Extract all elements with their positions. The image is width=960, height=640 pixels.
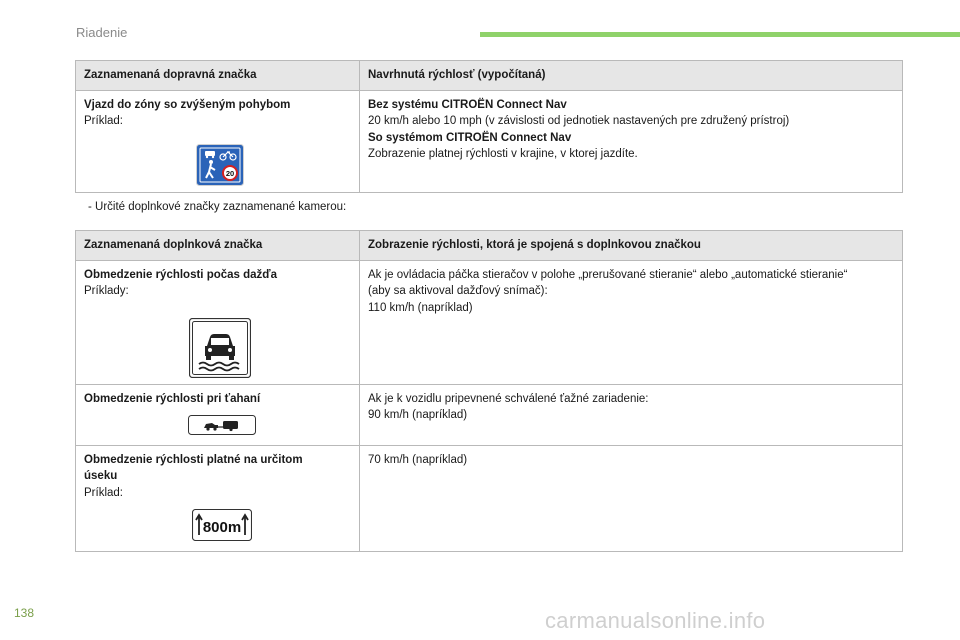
condition-text: 70 km/h (napríklad) bbox=[368, 453, 468, 466]
sign-title: Vjazd do zóny so zvýšeným pohybom bbox=[84, 99, 291, 111]
table-header-cell: Navrhnutá rýchlosť (vypočítaná) bbox=[360, 61, 903, 91]
condition-text: Zobrazenie platnej rýchlosti v krajine, v ktorej jazdíte. bbox=[368, 147, 638, 160]
condition-text: 20 km/h alebo 10 mph (v závislosti od jednotiek nastavených pre združený prístroj) bbox=[368, 115, 790, 128]
condition-text: 110 km/h (napríklad) bbox=[368, 301, 473, 314]
wet-road-sign-icon bbox=[189, 318, 251, 378]
watermark: carmanualsonline.info bbox=[545, 608, 766, 633]
table-cell bbox=[76, 384, 360, 445]
towing-sign-icon bbox=[188, 415, 256, 435]
distance-text: 800m bbox=[202, 518, 242, 536]
table-cell bbox=[360, 91, 903, 193]
table-row bbox=[76, 91, 903, 193]
example-label: Príklady: bbox=[84, 285, 129, 298]
example-label: Príklad: bbox=[84, 486, 123, 499]
table-cell bbox=[76, 261, 360, 385]
residential-zone-sign-icon bbox=[196, 144, 244, 186]
note-text: - Určité doplnkové značky zaznamenané kamerou: bbox=[88, 201, 347, 213]
speed-limit-number: 20 bbox=[225, 168, 235, 178]
table-cell bbox=[76, 91, 360, 193]
condition-text: Ak je k vozidlu pripevnené schválené ťažné zariadenie: bbox=[368, 392, 649, 405]
table-header-row bbox=[76, 61, 903, 91]
condition-text: Ak je ovládacia páčka stieračov v polohe „prerušované stieranie“ alebo „automatické stieranie“ bbox=[368, 269, 848, 281]
table-header-row bbox=[76, 231, 903, 261]
table-header-cell: Zaznamenaná dopravná značka bbox=[76, 61, 360, 91]
condition-text: (aby sa aktivoval dažďový snímač): bbox=[368, 285, 548, 298]
section-title: Riadenie bbox=[76, 25, 128, 40]
table-row bbox=[76, 261, 903, 385]
table-row bbox=[76, 445, 903, 551]
sign-title: Obmedzenie rýchlosti pri ťahaní bbox=[84, 392, 261, 405]
condition-text: 90 km/h (napríklad) bbox=[368, 408, 468, 421]
page-number: 138 bbox=[14, 606, 35, 620]
table-cell bbox=[360, 445, 903, 551]
condition-title: Bez systému CITROËN Connect Nav bbox=[368, 99, 567, 111]
condition-title: So systémom CITROËN Connect Nav bbox=[368, 131, 572, 144]
additional-sign-table bbox=[75, 230, 903, 552]
sign-title: Obmedzenie rýchlosti počas dažďa bbox=[84, 269, 277, 281]
table-row bbox=[76, 384, 903, 445]
header-accent-bar bbox=[480, 32, 960, 37]
sign-title: úseku bbox=[84, 470, 118, 483]
example-label: Príklad: bbox=[84, 115, 123, 128]
table-header-cell: Zaznamenaná doplnková značka bbox=[76, 231, 360, 261]
distance-sign-icon bbox=[192, 509, 252, 541]
table-cell bbox=[360, 261, 903, 385]
sign-title: Obmedzenie rýchlosti platné na určitom bbox=[84, 453, 303, 466]
detected-sign-table bbox=[75, 60, 903, 193]
table-cell bbox=[76, 445, 360, 551]
table-cell bbox=[360, 384, 903, 445]
table-header-cell: Zobrazenie rýchlosti, ktorá je spojená s doplnkovou značkou bbox=[360, 231, 903, 261]
